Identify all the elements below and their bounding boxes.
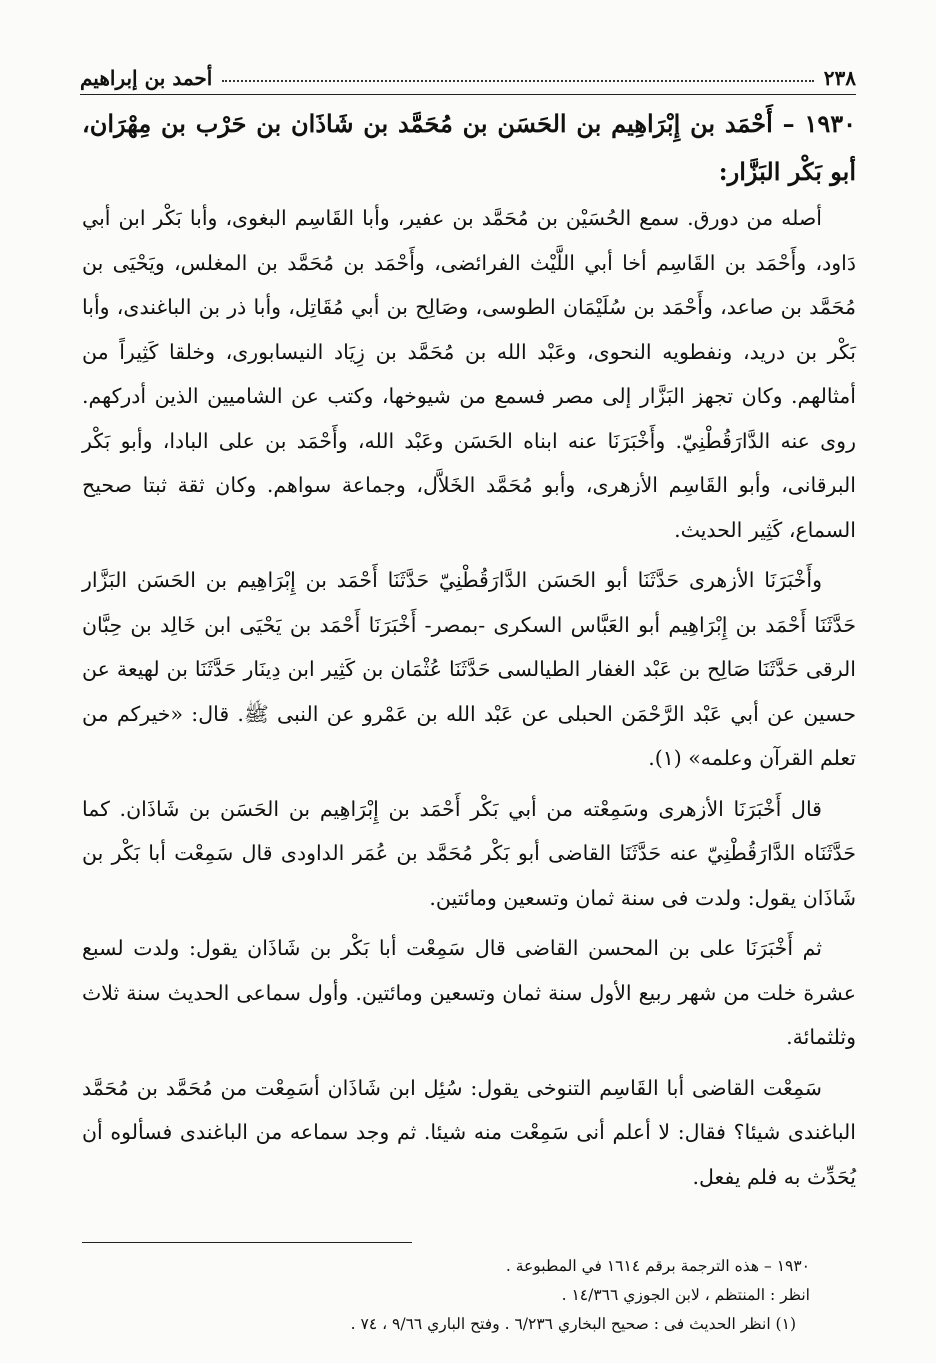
- running-title: أحمد بن إبراهيم: [80, 66, 213, 90]
- paragraph: أصله من دورق. سمع الحُسَيْن بن مُحَمَّد بن عفير، وأبا القَاسِم البغوى، وأبا بَكْر ابن أبي دَاود، وأَحْمَد بن القَاسِم أخا أبي اللَّيْث الفرائضى، وأَحْمَد بن مُحَمَّد بن المغلس، ويَحْيَى بن مُحَمَّد بن صاعد، وأَحْمَد بن سُلَيْمَان الطوسى، وصَالِح بن أبي مُقَاتِل، وأبا ذر بن الباغندى، وأبا بَكْر بن دريد، ونفطويه النحوى، وعَبْد الله بن مُحَمَّد بن زِيَاد النيسابورى، وخلقا كَثِيراً من أمثالهم. وكان تجهز البَزَّار إلى مصر فسمع من شيوخها، وكتب عن الشاميين الذين أدركهم. روى عنه الدَّارَقُطْنِيّ. وأَخْبَرَنَا عنه ابناه الحَسَن وعَبْد الله، وأَحْمَد بن على البادا، وأبو بَكْر البرقانى، وأبو القَاسِم الأزهرى، وأبو مُحَمَّد الخَلاَّل، وجماعة سواهم. وكان ثقة ثبتا صحيح السماع، كَثِير الحديث.: [82, 206, 856, 542]
- page-number: ٢٣٨: [823, 66, 856, 90]
- footnote-hadith: (١) انظر الحديث فى : صحيح البخاري ٦/٢٣٦ . وفتح الباري ٩/٦٦ ، ٧٤ .: [350, 1315, 796, 1333]
- paragraph: سَمِعْت القاضى أبا القَاسِم التنوخى يقول: سُئِل ابن شَاذَان أسَمِعْت من مُحَمَّد بن مُحَمَّد الباغندى شيئا؟ فقال: لا أعلم أنى سَمِعْت منه شيئا. ثم وجد سماعه من الباغندى فسألوه أن يُحَدِّث به فلم يفعل.: [82, 1075, 856, 1189]
- footnote-entry-note: ١٩٣٠ – هذه الترجمة برقم ١٦١٤ في المطبوعة .: [505, 1257, 810, 1275]
- paragraph: وأَخْبَرَنَا الأزهرى حَدَّثَنَا أبو الحَسَن الدَّارَقُطْنِيّ حَدَّثَنَا أَحْمَد بن إِبْرَاهِيم بن الحَسَن البَزَّار حَدَّثَنَا أَحْمَد بن إِبْرَاهِيم أبو العَبَّاس السكرى -بمصر- أَخْبَرَنَا أَحْمَد بن يَحْيَى ابن خَالِد بن حِبَّان الرقى حَدَّثَنَا صَالِح بن عَبْد الغفار الطيالسى حَدَّثَنَا عُثْمَان بن كَثِير ابن دِينَار حَدَّثَنَا بن لهيعة عن حسين عن أبي عَبْد الرَّحْمَن الحبلى عن عَبْد الله بن عَمْرو عن النبى ﷺ. قال: «خيركم من تعلم القرآن وعلمه» (١).: [82, 568, 856, 770]
- entry-title: ١٩٣٠ – أَحْمَد بن إِبْرَاهِيم بن الحَسَن بن مُحَمَّد بن شَاذَان بن حَرْب بن مِهْرَان، أبو بَكْر البَزَّار:: [82, 109, 856, 186]
- paragraph: ثم أَخْبَرَنَا على بن المحسن القاضى قال سَمِعْت أبا بَكْر بن شَاذَان يقول: ولدت لسبع عشرة خلت من شهر ربيع الأول سنة ثمان وتسعين ومائتين. وأول سماعى الحديث سنة ثلاث وثلثمائة.: [82, 936, 856, 1049]
- paragraph: قال أَخْبَرَنَا الأزهرى وسَمِعْته من أبي بَكْر أَحْمَد بن إِبْرَاهِيم بن الحَسَن بن شَاذَان. كما حَدَّثَنَاه الدَّارَقُطْنِيّ عنه حَدَّثَنَا القاضى أبو بَكْر مُحَمَّد بن عُمَر الداودى قال سَمِعْت أبا بَكْر بن شَاذَان يقول: ولدت فى سنة ثمان وتسعين ومائتين.: [82, 796, 856, 910]
- footnotes: [82, 1252, 856, 1339]
- body-text: [82, 196, 856, 1199]
- footnote-divider: [82, 1242, 412, 1243]
- header-leader-dots: [222, 80, 813, 82]
- page-header: [80, 50, 856, 95]
- footnote-references: انظر : المنتظم ، لابن الجوزي ١٤/٣٦٦ .: [561, 1286, 810, 1304]
